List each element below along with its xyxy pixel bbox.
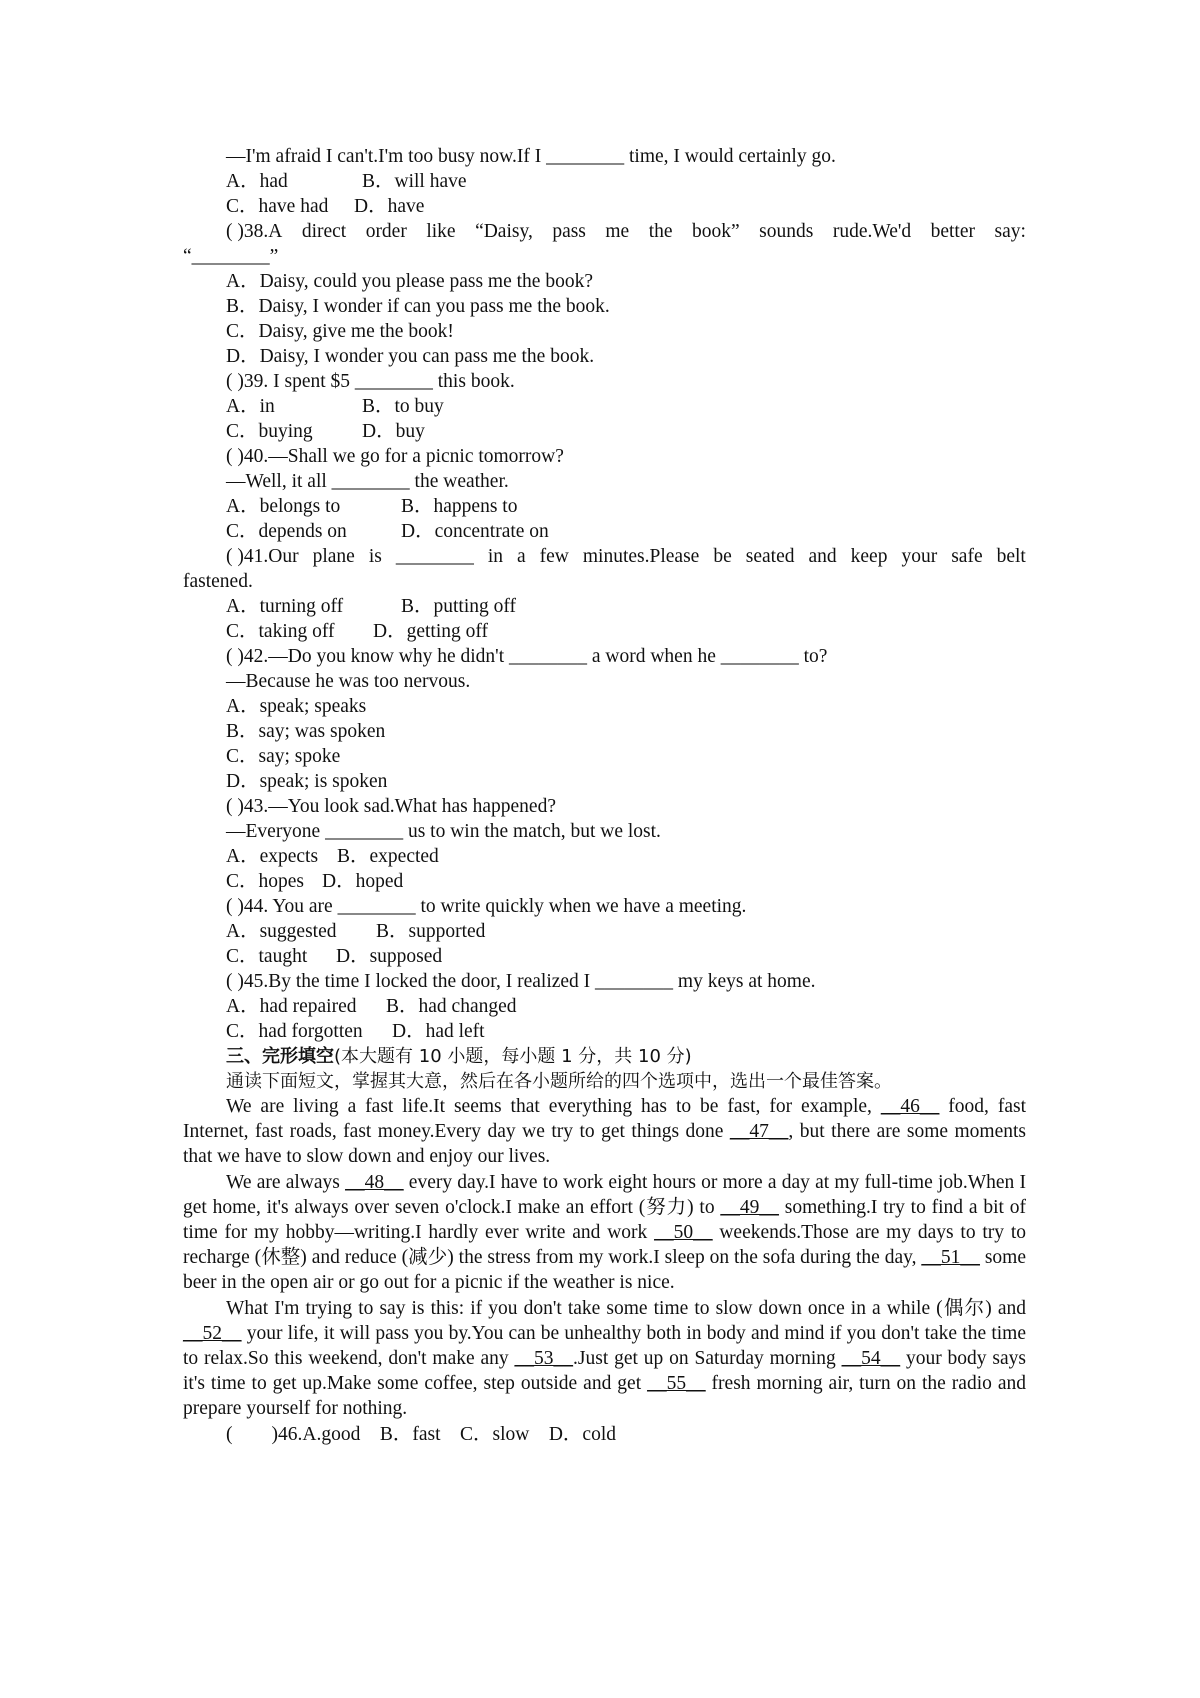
q45-options-ab xyxy=(183,994,1026,1019)
passage-text: .Just get up on Saturday morning xyxy=(573,1348,842,1370)
q38-word: say: xyxy=(994,221,1026,242)
option-c: C．taking off xyxy=(226,621,335,642)
q38-word: the xyxy=(648,221,673,242)
q39-options-ab xyxy=(183,394,1026,419)
q38-word: book” xyxy=(692,221,740,242)
option-b: B．had changed xyxy=(386,996,517,1017)
option-a: A．suggested xyxy=(226,921,337,942)
passage-text: fresh morning air, turn on the radio and prepare yourself for nothing. xyxy=(183,1373,1026,1420)
section-3-heading xyxy=(183,1044,1026,1069)
option-b: B．will have xyxy=(362,171,467,192)
section-title: 三、完形填空 xyxy=(226,1046,334,1067)
option-d: D．getting off xyxy=(373,621,489,642)
q37-line: —I'm afraid I can't.I'm too busy now.If I ________ time, I would certainly go. xyxy=(226,146,836,167)
blank-46: __46__ xyxy=(880,1096,940,1117)
q42-option-b: B．say; was spoken xyxy=(226,721,386,742)
passage-text: What I'm trying to say is this: if you don't take some time to slow down once in a while (偶尔) and xyxy=(226,1297,1026,1319)
option-a: A．expects xyxy=(226,846,319,867)
q41-word: and xyxy=(808,546,837,567)
q38-word: me xyxy=(605,221,630,242)
q44-question: ( )44. You are ________ to write quickly when we have a meeting. xyxy=(226,896,747,917)
blank-48: __48__ xyxy=(345,1171,404,1193)
option-a: A．turning off xyxy=(226,596,344,617)
q41-word: is xyxy=(368,546,382,567)
option-c: C．hopes xyxy=(226,871,305,892)
passage-paragraph-2 xyxy=(183,1170,1026,1296)
q42-question: ( )42.—Do you know why he didn't ________ a word when he ________ to? xyxy=(226,646,828,667)
q40-question: ( )40.—Shall we go for a picnic tomorrow? xyxy=(226,446,564,467)
instruction-text: 通读下面短文，掌握其大意，然后在各小题所给的四个选项中，选出一个最佳答案。 xyxy=(226,1071,892,1092)
q38-blank: “________” xyxy=(183,246,279,267)
q41-word: plane xyxy=(312,546,355,567)
passage-text: We are always xyxy=(226,1171,346,1193)
q38-option-b: B．Daisy, I wonder if can you pass me the book. xyxy=(226,296,610,317)
option-a: A．belongs to xyxy=(226,496,341,517)
passage-text: some beer in the open air or go out for a picnic if the weather is nice. xyxy=(183,1247,1026,1294)
option-d: D．hoped xyxy=(322,871,404,892)
passage-text: your body says it's time to get up.Make some coffee, step outside and get xyxy=(183,1348,1026,1395)
blank-51: __51__ xyxy=(921,1247,980,1269)
section-note: (本大题有 10 小题，每小题 1 分，共 10 分) xyxy=(334,1046,692,1067)
option-c: C．had forgotten xyxy=(226,1021,363,1042)
option-b: B．happens to xyxy=(401,496,518,517)
option-c: C．depends on xyxy=(226,521,347,542)
blank-47: __47__ xyxy=(729,1121,789,1143)
option-d: D．buy xyxy=(362,421,425,442)
q41-word: seated xyxy=(745,546,795,567)
passage-text: , but there are some moments that we have to slow down and enjoy our lives. xyxy=(183,1121,1026,1168)
q38-word: better xyxy=(930,221,975,242)
q41-options-ab xyxy=(183,594,1026,619)
option-d: D．concentrate on xyxy=(401,521,549,542)
q41-question xyxy=(183,544,1026,569)
q38-word: pass xyxy=(552,221,586,242)
option-a: A．had xyxy=(226,171,288,192)
blank-55: __55__ xyxy=(647,1373,706,1395)
option-b: B．supported xyxy=(376,921,486,942)
q41-word: ________ xyxy=(395,546,474,567)
q41-word: few xyxy=(539,546,569,567)
option-b: B．expected xyxy=(337,846,439,867)
q41-word: ( )41.Our xyxy=(226,546,299,567)
q38-question xyxy=(183,219,1026,244)
option-d: D．have xyxy=(354,196,425,217)
q39-options-cd xyxy=(183,419,1026,444)
q37-options-cd xyxy=(183,194,1026,219)
q41-continuation: fastened. xyxy=(183,571,253,592)
q37-options-ab xyxy=(183,169,1026,194)
passage-paragraph-1 xyxy=(183,1094,1026,1170)
q42-option-d: D．speak; is spoken xyxy=(226,771,388,792)
q38-word: rude.We'd xyxy=(832,221,912,242)
option-a: A．in xyxy=(226,396,275,417)
passage-paragraph-3 xyxy=(183,1296,1026,1422)
option-c: C．have had xyxy=(226,196,329,217)
option-d: D．supposed xyxy=(336,946,443,967)
q43-options-ab xyxy=(183,844,1026,869)
q43-reply: —Everyone ________ us to win the match, but we lost. xyxy=(226,821,661,842)
q38-option-c: C．Daisy, give me the book! xyxy=(226,321,454,342)
q38-word: ( )38.A xyxy=(226,221,283,242)
blank-50: __50__ xyxy=(654,1222,713,1244)
q38-word: order xyxy=(365,221,407,242)
q42-option-a: A．speak; speaks xyxy=(226,696,367,717)
q38-word: “Daisy, xyxy=(475,221,533,242)
passage-text: every day.I have to work eight hours or more a day at my full-time job.When I get home, it's always over seven o'clock.I make an effort (努力) to xyxy=(183,1171,1026,1218)
option-b: B．to buy xyxy=(362,396,444,417)
q38-option-d: D．Daisy, I wonder you can pass me the book. xyxy=(226,346,595,367)
q42-reply: —Because he was too nervous. xyxy=(226,671,471,692)
q42-option-c: C．say; spoke xyxy=(226,746,341,767)
q46-question: ( )46.A.good B．fast C．slow D．cold xyxy=(226,1423,616,1445)
passage-text: food, fast Internet, fast roads, fast money.Every day we try to get things done xyxy=(183,1096,1026,1143)
blank-52: __52__ xyxy=(183,1322,242,1344)
option-d: D．had left xyxy=(392,1021,485,1042)
q41-options-cd xyxy=(183,619,1026,644)
option-c: C．buying xyxy=(226,421,313,442)
q39-question: ( )39. I spent $5 ________ this book. xyxy=(226,371,515,392)
blank-49: __49__ xyxy=(720,1196,779,1218)
option-b: B．putting off xyxy=(401,596,517,617)
passage-text: your life, it will pass you by.You can be unhealthy both in body and mind if you don't take the time to relax.So this weekend, don't make any xyxy=(183,1322,1026,1370)
q43-question: ( )43.—You look sad.What has happened? xyxy=(226,796,556,817)
q38-word: direct xyxy=(301,221,347,242)
blank-54: __54__ xyxy=(841,1348,901,1370)
option-c: C．taught xyxy=(226,946,308,967)
q45-options-cd xyxy=(183,1019,1026,1044)
q41-word: a xyxy=(517,546,526,567)
passage-text: something.I try to find a bit of time for my hobby—writing.I hardly ever write and work xyxy=(183,1196,1026,1244)
option-a: A．had repaired xyxy=(226,996,357,1017)
exam-page xyxy=(183,144,1026,1447)
q40-reply: —Well, it all ________ the weather. xyxy=(226,471,509,492)
passage-text: weekends.Those are my days to try to recharge (休整) and reduce (减少) the stress from my work.I sleep on the sofa during the day, xyxy=(183,1222,1026,1269)
q41-word: keep xyxy=(850,546,888,567)
q40-options-cd xyxy=(183,519,1026,544)
q38-option-a: A．Daisy, could you please pass me the book? xyxy=(226,271,593,292)
passage-text: We are living a fast life.It seems that everything has to be fast, for example, xyxy=(226,1096,881,1117)
q44-options-cd xyxy=(183,944,1026,969)
q40-options-ab xyxy=(183,494,1026,519)
q41-word: belt xyxy=(996,546,1026,567)
q41-word: your xyxy=(901,546,938,567)
q41-word: be xyxy=(713,546,732,567)
section-3-instructions xyxy=(183,1069,1026,1094)
q45-question: ( )45.By the time I locked the door, I realized I ________ my keys at home. xyxy=(226,971,816,992)
q44-options-ab xyxy=(183,919,1026,944)
q38-word: sounds xyxy=(759,221,814,242)
q38-word: like xyxy=(426,221,456,242)
blank-53: __53__ xyxy=(514,1348,574,1370)
q41-word: minutes.Please xyxy=(582,546,700,567)
q41-word: safe xyxy=(951,546,983,567)
q43-options-cd xyxy=(183,869,1026,894)
q41-word: in xyxy=(487,546,503,567)
